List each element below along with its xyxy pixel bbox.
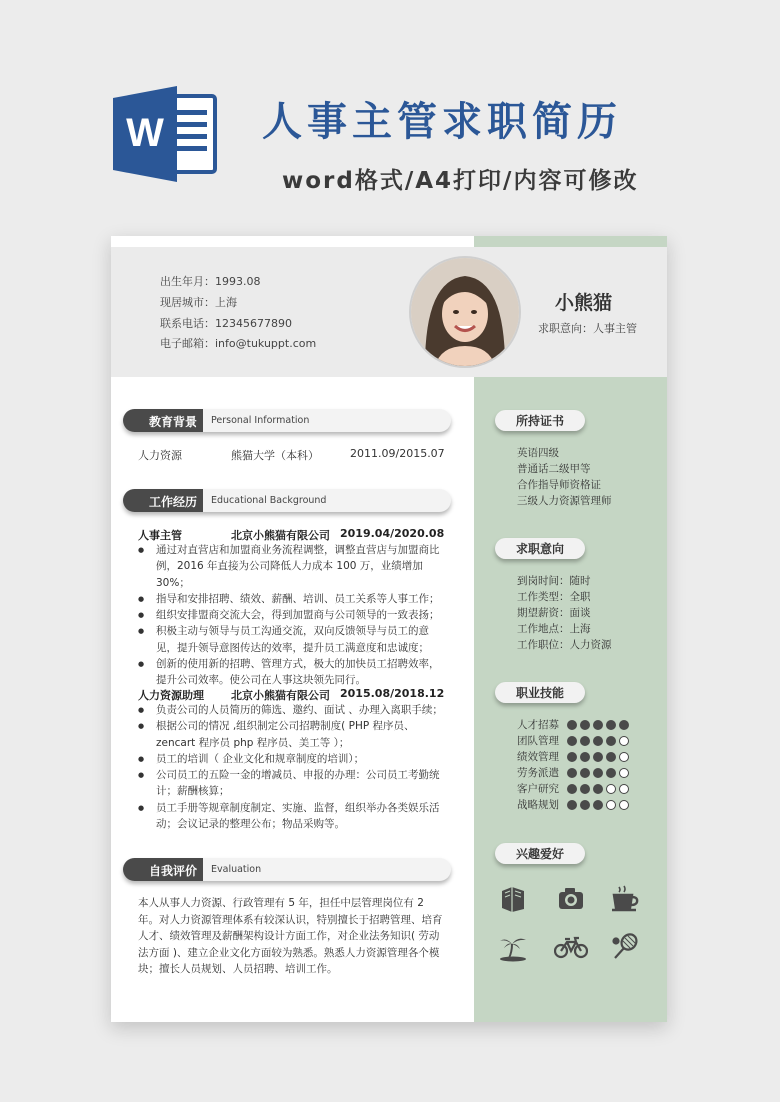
- skill-dot-filled: [593, 736, 603, 746]
- page-subtitle: word格式/A4打印/内容可修改: [282, 168, 639, 194]
- list-item: 英语四级: [517, 447, 559, 459]
- skill-label: 劳务派遣: [517, 767, 559, 779]
- skill-row: [517, 717, 637, 733]
- list-item: 工作类型：全职: [517, 591, 591, 603]
- job-duties-list: [138, 542, 446, 689]
- list-item: ● 指导和安排招聘、绩效、薪酬、培训、员工关系等人事工作；: [138, 591, 446, 607]
- skill-rating: [567, 784, 632, 794]
- job-intent-summary: 求职意向：人事主管: [538, 322, 637, 335]
- education-header: [123, 409, 451, 432]
- beach-icon: [498, 932, 528, 962]
- skill-label: 战略规划: [517, 799, 559, 811]
- skill-dot-filled: [580, 784, 590, 794]
- certificates-header: [495, 410, 585, 431]
- skill-dot-filled: [593, 752, 603, 762]
- list-item: ● 创新的使用新的招聘、管理方式，极大的加快员工招聘效率，提升公司效率。使公司在人事这块领先同行。: [138, 656, 446, 689]
- certificates-title: 所持证书: [515, 414, 564, 428]
- skill-dot-filled: [580, 768, 590, 778]
- skill-label: 人才招募: [517, 719, 559, 731]
- evaluation-title-en: Evaluation: [211, 864, 262, 875]
- evaluation-text: 本人从事人力资源、行政管理有 5 年，担任中层管理岗位有 2 年。对人力资源管理体系有较深认识，特别擅长于招聘管理、培育人才、绩效管理及薪酬架构设计方面工作，对企业法务知识( 劳动法方面 )、建立企业文化方面较为熟悉。熟悉人力资源管理各个模块；擅长人员规划、人员招聘、培训工作。: [138, 897, 443, 975]
- education-major: 人力资源: [138, 449, 182, 462]
- job-period: 2019.04/2020.08: [340, 527, 445, 540]
- skill-rating: [567, 800, 632, 810]
- coffee-icon: [610, 883, 640, 913]
- skill-dot-filled: [567, 720, 577, 730]
- evaluation-header: [123, 858, 451, 881]
- job-role: 人力资源助理: [138, 689, 204, 702]
- list-item: ● 负责公司的人员简历的筛选、邀约、面试 、办理入离职手续；: [138, 702, 446, 718]
- job-period: 2015.08/2018.12: [340, 687, 445, 700]
- list-item: 工作地点：上海: [517, 623, 591, 635]
- list-item: ● 员工的培训（ 企业文化和规章制度的培训）；: [138, 751, 446, 767]
- skill-dot-filled: [567, 784, 577, 794]
- skill-dot-filled: [580, 736, 590, 746]
- skill-dot-empty: [619, 800, 629, 810]
- skill-dot-filled: [567, 768, 577, 778]
- experience-header: [123, 489, 451, 512]
- skill-rating: [567, 768, 632, 778]
- skill-dot-filled: [580, 752, 590, 762]
- skill-rating: [567, 752, 632, 762]
- skill-row: [517, 781, 637, 797]
- job-company: 北京小熊猫有限公司: [231, 529, 330, 542]
- list-item: ● 组织安排盟商交流大会，得到加盟商与公司领导的一致表扬；: [138, 607, 446, 623]
- skill-dot-filled: [593, 800, 603, 810]
- list-item: 工作职位：人力资源: [517, 639, 612, 651]
- skill-dot-filled: [606, 736, 616, 746]
- skill-dot-filled: [580, 800, 590, 810]
- job-intent-header: [495, 538, 585, 559]
- skill-dot-filled: [567, 736, 577, 746]
- skill-dot-empty: [619, 736, 629, 746]
- job-intent-list: [517, 573, 612, 653]
- education-period: 2011.09/2015.07: [350, 447, 445, 460]
- page-title: 人事主管求职简历: [262, 99, 622, 145]
- birth-date: 出生年月：1993.08: [160, 275, 261, 288]
- skill-dot-filled: [593, 768, 603, 778]
- list-item: ● 通过对直营店和加盟商业务流程调整，调整直营店与加盟商比例，2016 年直接为公司降低人力成本 100 万，业绩增加 30%；: [138, 542, 446, 591]
- skill-label: 团队管理: [517, 735, 559, 747]
- svg-text:W: W: [126, 111, 164, 155]
- experience-title-en: Educational Background: [211, 495, 327, 506]
- list-item: 三级人力资源管理师: [517, 495, 612, 507]
- skill-label: 客户研究: [517, 783, 559, 795]
- skill-dot-filled: [619, 720, 629, 730]
- skill-dot-empty: [606, 800, 616, 810]
- hobbies-title: 兴趣爱好: [515, 847, 564, 861]
- skills-title: 职业技能: [515, 686, 564, 700]
- education-title: 教育背景: [149, 415, 198, 429]
- education-title-en: Personal Information: [211, 415, 310, 426]
- skill-row: [517, 749, 637, 765]
- skill-dot-empty: [619, 784, 629, 794]
- current-city: 现居城市：上海: [160, 296, 237, 309]
- skill-label: 绩效管理: [517, 751, 559, 763]
- education-school: 熊猫大学（本科）: [231, 449, 319, 462]
- skill-row: [517, 765, 637, 781]
- evaluation-title: 自我评价: [149, 864, 198, 878]
- skill-row: [517, 797, 637, 813]
- books-icon: [498, 883, 528, 913]
- list-item: ● 根据公司的情况 ,组织制定公司招聘制度( PHP 程序员、zencart 程序员 php 程序员、美工等 ）；: [138, 718, 446, 751]
- camera-icon: [556, 883, 586, 913]
- skill-dot-filled: [593, 784, 603, 794]
- bicycle-icon: [554, 934, 584, 964]
- skill-dot-empty: [619, 752, 629, 762]
- candidate-name: 小熊猫: [555, 292, 613, 314]
- job-company: 北京小熊猫有限公司: [231, 689, 330, 702]
- list-item: 到岗时间：随时: [517, 575, 591, 587]
- phone: 联系电话：12345677890: [160, 317, 292, 330]
- skill-dot-empty: [619, 768, 629, 778]
- list-item: 期望薪资：面谈: [517, 607, 591, 619]
- list-item: 合作指导师资格证: [517, 479, 601, 491]
- job-intent-title: 求职意向: [515, 542, 564, 556]
- job-role: 人事主管: [138, 529, 182, 542]
- list-item: ● 员工手册等规章制度制定、实施、监督，组织举办各类娱乐活动；会议记录的整理公布；物品采购等。: [138, 800, 446, 833]
- skill-dot-filled: [606, 752, 616, 762]
- skill-dot-filled: [606, 720, 616, 730]
- skills-header: [495, 682, 585, 703]
- skill-dot-empty: [606, 784, 616, 794]
- avatar: [409, 256, 521, 368]
- skill-dot-filled: [567, 800, 577, 810]
- experience-title: 工作经历: [149, 495, 198, 509]
- word-logo: [113, 84, 219, 184]
- skill-dot-filled: [580, 720, 590, 730]
- hobbies-header: [495, 843, 585, 864]
- list-item: 普通话二级甲等: [517, 463, 591, 475]
- skill-dot-filled: [606, 768, 616, 778]
- list-item: ● 积极主动与领导与员工沟通交流，双向反馈领导与员工的意见，提升领导意图传达的效率，提升员工满意度和忠诚度；: [138, 623, 446, 656]
- skill-dot-filled: [593, 720, 603, 730]
- skill-dot-filled: [567, 752, 577, 762]
- skill-row: [517, 733, 637, 749]
- job-duties-list: [138, 702, 446, 832]
- certificates-list: [517, 445, 612, 509]
- skill-rating: [567, 736, 632, 746]
- list-item: ● 公司员工的五险一金的增减员、申报的办理：公司员工考勤统计；薪酬核算；: [138, 767, 446, 800]
- email: 电子邮箱：info@tukuppt.com: [160, 337, 317, 350]
- tennis-icon: [610, 932, 640, 962]
- right-column-top-strip: [474, 236, 667, 247]
- skill-rating: [567, 720, 632, 730]
